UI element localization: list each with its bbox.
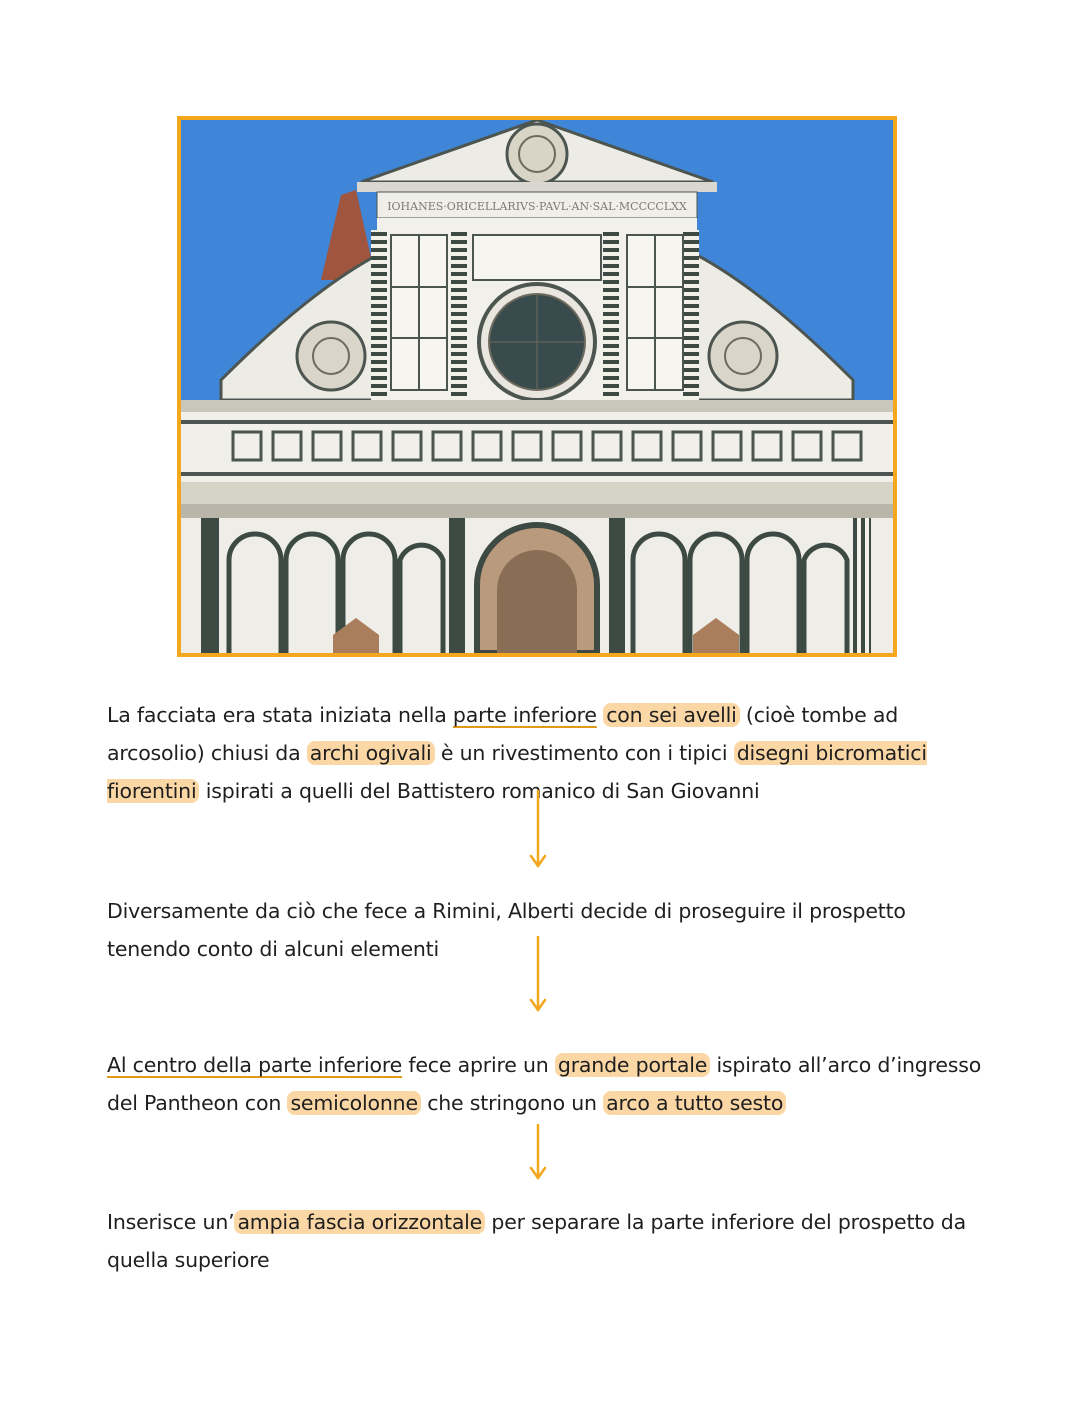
p3-highlight-semicolonne: semicolonne [287, 1091, 420, 1115]
down-arrow-icon [528, 1124, 548, 1184]
paragraph-4 [107, 1203, 987, 1279]
paragraph-3 [107, 1046, 987, 1122]
facade-photo [177, 116, 897, 657]
down-arrow-icon [528, 790, 548, 872]
p3-text-3: che stringono un [420, 1091, 604, 1115]
down-arrow-icon [528, 936, 548, 1016]
p1-highlight-archi-ogivali: archi ogivali [307, 741, 435, 765]
p3-text-1: fece aprire un [402, 1053, 555, 1077]
p1-text-4: ispirati a quelli del Battistero romanico di San Giovanni [199, 779, 760, 803]
p1-underline-parte-inferiore: parte inferiore [452, 703, 597, 727]
facade-illustration [181, 120, 893, 653]
p1-text-1: La facciata era stata iniziata nella [107, 703, 453, 727]
p3-underline-centro: Al centro della parte inferiore [107, 1053, 403, 1077]
p4-highlight-ampia-fascia: ampia fascia orizzontale [234, 1210, 485, 1234]
p1-text-3: è un rivestimento con i tipici [434, 741, 734, 765]
p3-highlight-grande-portale: grande portale [555, 1053, 710, 1077]
p1-highlight-disegni-bicromatici: disegni bicromatici fiorentini [107, 741, 927, 803]
p3-highlight-arco-tutto-sesto: arco a tutto sesto [603, 1091, 786, 1115]
p3-text-2: ispirato all’arco d’ingresso del Pantheon con [107, 1053, 982, 1115]
p4-text-2: per separare la parte inferiore del prospetto da quella superiore [107, 1210, 966, 1272]
p4-text-1: Inserisce un’ [107, 1210, 235, 1234]
p1-text-2: (cioè tombe ad arcosolio) chiusi da [107, 703, 899, 765]
p1-highlight-sei-avelli: con sei avelli [603, 703, 739, 727]
facade-inscription: IOHANES·ORICELLARIVS·PAVL·AN·SAL·MCCCCLXX [387, 200, 687, 213]
p2-text: Diversamente da ciò che fece a Rimini, Alberti decide di proseguire il prospetto tenendo conto di alcuni elementi [107, 899, 906, 961]
